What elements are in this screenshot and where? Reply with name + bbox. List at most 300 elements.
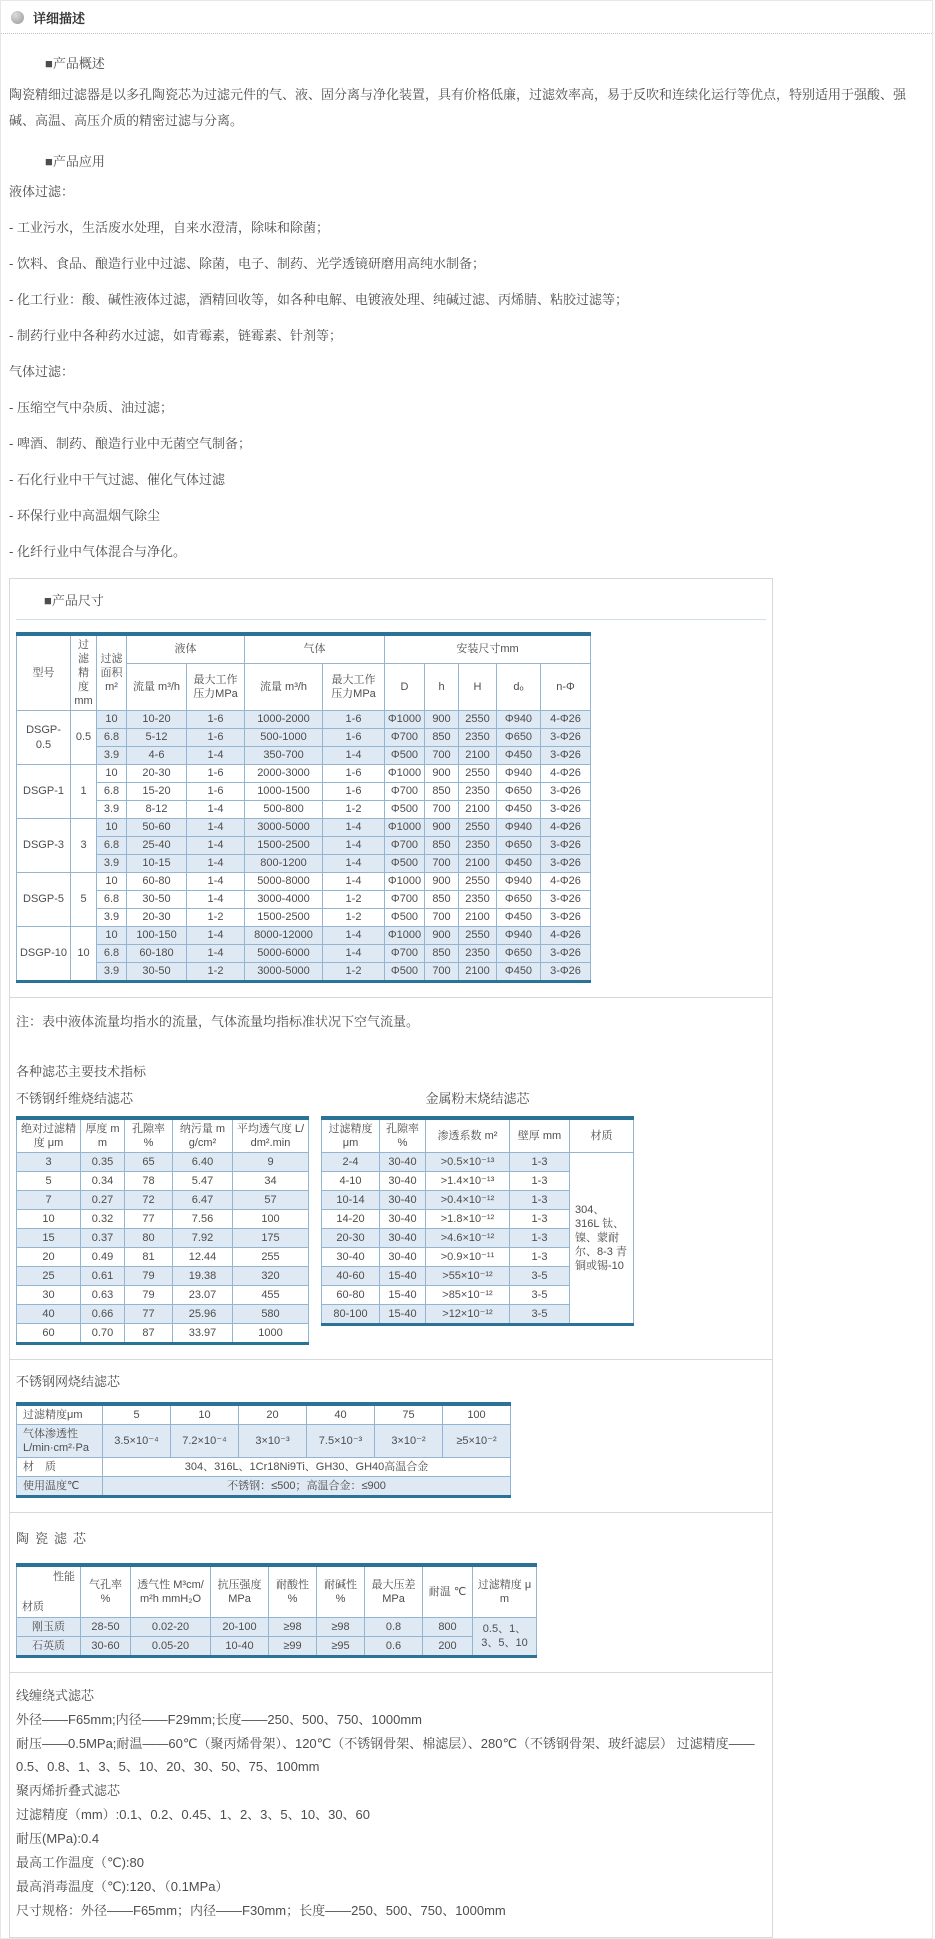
table-cell: 350-700: [245, 747, 323, 765]
table-cell: 60-80: [322, 1286, 380, 1305]
list-item: - 化纤行业中气体混合与净化。: [9, 544, 186, 559]
table-row: [17, 873, 591, 891]
table-cell: 3: [17, 1153, 81, 1172]
table-row: [17, 1404, 511, 1425]
table-cell: Φ650: [497, 729, 541, 747]
table-cell: 5: [17, 1172, 81, 1191]
spec-box: [9, 578, 773, 1938]
table-cell: 65: [125, 1153, 173, 1172]
table-cell: 0.27: [81, 1191, 125, 1210]
table-cell: 14-20: [322, 1210, 380, 1229]
list-item: - 化工行业：酸、碱性液体过滤，酒精回收等，如各种电解、电镀液处理、纯碱过滤、丙烯腈、粘胶过滤等；: [9, 292, 628, 307]
table-cell: 5: [103, 1404, 171, 1425]
table-row: [17, 1477, 511, 1497]
row-label-cell: 过滤精度μm: [17, 1404, 103, 1425]
table-cell: 0.35: [81, 1153, 125, 1172]
table-cell: 23.07: [173, 1286, 233, 1305]
table-cell: 不锈钢：≤500；高温合金：≤900: [103, 1477, 511, 1497]
table-cell: 2350: [459, 891, 497, 909]
table-cell: 3-Φ26: [541, 909, 591, 927]
col-permeability: 透气性 M³cm/m²h mmH₂O: [131, 1565, 211, 1617]
table-cell: Φ500: [385, 909, 425, 927]
table-cell: >85×10⁻¹²: [426, 1286, 510, 1305]
table-cell: 1-3: [510, 1248, 570, 1267]
list-item: 过滤精度（mm）:0.1、0.2、0.45、1、2、3、5、10、30、60: [16, 1806, 371, 1822]
col-liquid-pressure: 最大工作 压力MPa: [187, 663, 245, 710]
overview-paragraph: 陶瓷精细过滤器是以多孔陶瓷芯为过滤元件的气、液、固分离与净化装置，具有价格低廉，过滤效率高，易于反吹和连续化运行等优点，特别适用于强酸、强碱、高温、高压介质的精密过滤与分离。: [9, 87, 907, 128]
table-cell: 7.92: [173, 1229, 233, 1248]
table-cell: 6.8: [97, 729, 127, 747]
table-cell: 10: [97, 873, 127, 891]
table-cell: Φ1000: [385, 711, 425, 729]
table-cell: 30-40: [380, 1153, 426, 1172]
table-cell: 10: [171, 1404, 239, 1425]
table-cell: Φ1000: [385, 765, 425, 783]
table-cell: 15-40: [380, 1286, 426, 1305]
table-row: [17, 1617, 537, 1636]
table-cell: 3-Φ26: [541, 801, 591, 819]
table-cell: 1-3: [510, 1191, 570, 1210]
table-cell: 900: [425, 711, 459, 729]
overview-title: ■产品概述: [45, 56, 105, 71]
diagonal-header-cell: [17, 1565, 81, 1617]
table-cell: 79: [125, 1267, 173, 1286]
table-cell: 100: [233, 1210, 309, 1229]
table-cell: 1-4: [323, 747, 385, 765]
table-row: [17, 909, 591, 927]
table-cell: 2550: [459, 873, 497, 891]
col-filter-precision: 过滤精度 μm: [473, 1565, 537, 1617]
material-cell: 304、316L 钛、镍、蒙耐尔、8-3 青铜或锡-10: [570, 1153, 634, 1325]
table-cell: Φ450: [497, 747, 541, 765]
table-cell: 1-2: [323, 963, 385, 982]
list-item: - 石化行业中干气过滤、催化气体过滤: [9, 472, 225, 487]
table-cell: 77: [125, 1210, 173, 1229]
table-cell: 1-4: [323, 873, 385, 891]
table-cell: 0.6: [365, 1636, 423, 1656]
table-row: [17, 1425, 511, 1458]
list-item: 纳污量 mg/cm²: [173, 1118, 233, 1153]
table-cell: 2100: [459, 963, 497, 982]
table-cell: 0.34: [81, 1172, 125, 1191]
table-cell: 72: [125, 1191, 173, 1210]
list-item: 尺寸规格：外径——F65mm；内径——F30mm；长度——250、500、750、1000mm: [16, 1902, 506, 1918]
table-cell: Φ940: [497, 765, 541, 783]
table-row: [17, 819, 591, 837]
model-cell: DSGP-3: [17, 819, 71, 873]
table-cell: 3.9: [97, 909, 127, 927]
table-cell: 1-2: [323, 891, 385, 909]
table-cell: 30-40: [380, 1229, 426, 1248]
col-d0: dₒ: [497, 663, 541, 710]
table-cell: 25-40: [127, 837, 187, 855]
table-row: [17, 945, 591, 963]
table-cell: 1000: [233, 1324, 309, 1344]
table-cell: 1-3: [510, 1153, 570, 1172]
table-cell: 19.38: [173, 1267, 233, 1286]
row-label-cell: 气体渗透性 L/min·cm²·Pa: [17, 1425, 103, 1458]
table-cell: 5000-8000: [245, 873, 323, 891]
table-cell: 0.49: [81, 1248, 125, 1267]
table-cell: 60-180: [127, 945, 187, 963]
fiber-core-column: [16, 1088, 309, 1345]
table-cell: 78: [125, 1172, 173, 1191]
gas-filter-list: [9, 390, 924, 570]
table-cell: 20: [239, 1404, 307, 1425]
table-cell: 2550: [459, 765, 497, 783]
col-porosity: 气孔率 %: [81, 1565, 131, 1617]
table-row: [17, 1267, 309, 1286]
table-cell: 1-6: [187, 783, 245, 801]
table-row: [17, 1191, 309, 1210]
table-cell: 3000-5000: [245, 819, 323, 837]
list-item: - 环保行业中高温烟气除尘: [9, 508, 160, 523]
col-gas-flow: 流量 m³/h: [245, 663, 323, 710]
table-cell: >1.8×10⁻¹²: [426, 1210, 510, 1229]
table-cell: 15-20: [127, 783, 187, 801]
list-item: 最高工作温度（℃):80: [16, 1854, 145, 1870]
table-header-row: [17, 1565, 537, 1617]
table-cell: 30-60: [81, 1636, 131, 1656]
wound-core-title: 线缠绕式滤芯: [16, 1687, 95, 1703]
table-cell: 8-12: [127, 801, 187, 819]
table-cell: 3-Φ26: [541, 855, 591, 873]
table-cell: 15: [17, 1229, 81, 1248]
table-cell: 20: [17, 1248, 81, 1267]
table-cell: 3-Φ26: [541, 747, 591, 765]
table-cell: 40-60: [322, 1267, 380, 1286]
table-cell: 10-14: [322, 1191, 380, 1210]
table-row: [17, 1458, 511, 1477]
table-cell: 3×10⁻²: [375, 1425, 443, 1458]
table-cell: 0.8: [365, 1617, 423, 1636]
list-item: 外径——F65mm;内径——F29mm;长度——250、500、750、1000mm: [16, 1711, 422, 1727]
table-cell: 6.8: [97, 891, 127, 909]
table-cell: 6.8: [97, 783, 127, 801]
table-cell: Φ700: [385, 891, 425, 909]
table-cell: 33.97: [173, 1324, 233, 1344]
table-cell: 2350: [459, 837, 497, 855]
table-cell: 6.47: [173, 1191, 233, 1210]
list-item: 绝对过滤精度 μm: [17, 1118, 81, 1153]
table-row: [17, 747, 591, 765]
table-cell: 30-40: [322, 1248, 380, 1267]
table-cell: 30: [17, 1286, 81, 1305]
bullet-circle-icon: [11, 11, 24, 24]
table-cell: 10: [97, 765, 127, 783]
table-cell: 3-5: [510, 1267, 570, 1286]
table-cell: Φ500: [385, 747, 425, 765]
list-item: - 饮料、食品、酿造行业中过滤、除菌，电子、制药、光学透镜研磨用高纯水制备；: [9, 256, 485, 271]
table-cell: 4-Φ26: [541, 819, 591, 837]
table-cell: 10-15: [127, 855, 187, 873]
table-cell: 77: [125, 1305, 173, 1324]
table-cell: 1-6: [187, 765, 245, 783]
table-cell: 5.47: [173, 1172, 233, 1191]
table-cell: >55×10⁻¹²: [426, 1267, 510, 1286]
table-row: [322, 1153, 634, 1172]
table-cell: 1-3: [510, 1172, 570, 1191]
product-size-table: [16, 632, 591, 983]
table-row: [17, 729, 591, 747]
powder-core-table: [321, 1116, 634, 1326]
table-cell: 34: [233, 1172, 309, 1191]
table-cell: 3-Φ26: [541, 837, 591, 855]
table-cell: 10-40: [211, 1636, 269, 1656]
col-alkali-resistance: 耐碱性 %: [317, 1565, 365, 1617]
table-cell: 1-4: [323, 927, 385, 945]
table-cell: 10: [97, 927, 127, 945]
table-cell: 900: [425, 873, 459, 891]
ceramic-core-title: 陶瓷滤芯: [16, 1531, 93, 1546]
table-row: [17, 801, 591, 819]
table-cell: 2550: [459, 711, 497, 729]
table-cell: 6.8: [97, 945, 127, 963]
powder-core-title: 金属粉末烧结滤芯: [425, 1091, 530, 1106]
table-cell: ≥99: [269, 1636, 317, 1656]
table-cell: 255: [233, 1248, 309, 1267]
col-model: 型号: [17, 634, 71, 711]
table-cell: 0.05-20: [131, 1636, 211, 1656]
list-item: 孔隙率 %: [380, 1118, 426, 1153]
tech-indicators-title: 各种滤芯主要技术指标: [16, 1064, 147, 1079]
table-cell: 0.37: [81, 1229, 125, 1248]
table-cell: >0.9×10⁻¹¹: [426, 1248, 510, 1267]
table-cell: Φ450: [497, 801, 541, 819]
precision-cell: 5: [71, 873, 97, 927]
mesh-core-section: [10, 1359, 772, 1512]
table-cell: 1-3: [510, 1210, 570, 1229]
list-item: - 压缩空气中杂质、油过滤；: [9, 400, 173, 415]
table-cell: 7.5×10⁻³: [307, 1425, 375, 1458]
table-cell: 81: [125, 1248, 173, 1267]
table-cell: Φ1000: [385, 927, 425, 945]
table-cell: 1000-2000: [245, 711, 323, 729]
list-item: 过滤精度 μm: [322, 1118, 380, 1153]
table-cell: 800: [423, 1617, 473, 1636]
table-cell: ≥5×10⁻²: [443, 1425, 511, 1458]
row-label-cell: 材 质: [17, 1458, 103, 1477]
list-item: 厚度 mm: [81, 1118, 125, 1153]
col-h: h: [425, 663, 459, 710]
mesh-core-table: [16, 1402, 511, 1498]
table-cell: Φ1000: [385, 873, 425, 891]
table-cell: >0.5×10⁻¹³: [426, 1153, 510, 1172]
fiber-core-table: [16, 1116, 309, 1345]
table-cell: 1-4: [187, 945, 245, 963]
table-header-row: [17, 634, 591, 663]
list-item: 渗透系数 m²: [426, 1118, 510, 1153]
table-row: [17, 711, 591, 729]
table-cell: 1-4: [187, 801, 245, 819]
table-row: [17, 1210, 309, 1229]
table-cell: 1500-2500: [245, 837, 323, 855]
wound-core-section: [10, 1672, 772, 1937]
table-cell: 3×10⁻³: [239, 1425, 307, 1458]
precision-cell: 0.5: [71, 711, 97, 765]
divider: [16, 619, 766, 620]
table-row: [17, 927, 591, 945]
model-cell: DSGP-0.5: [17, 711, 71, 765]
table-cell: 1-2: [323, 909, 385, 927]
table-cell: 12.44: [173, 1248, 233, 1267]
table-row: [17, 963, 591, 982]
corner-label-performance: 性能: [53, 1571, 75, 1583]
table-cell: 25: [17, 1267, 81, 1286]
table-cell: Φ650: [497, 891, 541, 909]
table-cell: 1-4: [187, 819, 245, 837]
table-cell: 700: [425, 855, 459, 873]
table-row: [17, 891, 591, 909]
model-cell: DSGP-1: [17, 765, 71, 819]
col-group-install: 安装尺寸mm: [385, 634, 591, 663]
table-cell: 2350: [459, 729, 497, 747]
table-cell: Φ650: [497, 945, 541, 963]
col-H: H: [459, 663, 497, 710]
table-cell: 7.2×10⁻⁴: [171, 1425, 239, 1458]
table-note: 注：表中液体流量均指水的流量，气体流量均指标准状况下空气流量。: [16, 1014, 420, 1029]
table-cell: 700: [425, 801, 459, 819]
list-item: 耐压(MPa):0.4: [16, 1830, 100, 1846]
list-item: 耐压——0.5MPa;耐温——60℃（聚丙烯骨架）、120℃（不锈钢骨架、棉滤层）、280℃（不锈钢骨架、玻纤滤层） 过滤精度——0.5、0.8、1、3、5、10、20、30、50、75、100mm: [16, 1735, 755, 1774]
section-header: [1, 1, 932, 34]
application-title: ■产品应用: [45, 154, 105, 169]
col-group-gas: 气体: [245, 634, 385, 663]
list-item: - 制药行业中各种药水过滤，如青霉素，链霉素、针剂等；: [9, 328, 342, 343]
table-row: [17, 1153, 309, 1172]
table-cell: >4.6×10⁻¹²: [426, 1229, 510, 1248]
table-row: [17, 1229, 309, 1248]
table-cell: 1-6: [323, 783, 385, 801]
table-cell: 87: [125, 1324, 173, 1344]
table-cell: 2350: [459, 945, 497, 963]
wound-core-specs: [16, 1708, 766, 1778]
table-row: [17, 1172, 309, 1191]
table-cell: 900: [425, 927, 459, 945]
pp-core-specs: [16, 1803, 766, 1922]
table-cell: Φ500: [385, 855, 425, 873]
table-cell: 2100: [459, 747, 497, 765]
table-cell: >12×10⁻¹²: [426, 1305, 510, 1325]
table-cell: 320: [233, 1267, 309, 1286]
table-cell: 0.66: [81, 1305, 125, 1324]
table-row: [17, 1636, 537, 1656]
list-item: 最高消毒温度（℃):120、（0.1MPa）: [16, 1878, 229, 1894]
col-group-liquid: 液体: [127, 634, 245, 663]
table-row: [17, 837, 591, 855]
table-cell: >1.4×10⁻¹³: [426, 1172, 510, 1191]
table-cell: 900: [425, 819, 459, 837]
table-cell: Φ1000: [385, 819, 425, 837]
table-cell: 10: [97, 711, 127, 729]
table-cell: 0.32: [81, 1210, 125, 1229]
table-cell: ≥95: [317, 1636, 365, 1656]
table-cell: 79: [125, 1286, 173, 1305]
model-cell: DSGP-5: [17, 873, 71, 927]
table-cell: 1-2: [323, 801, 385, 819]
table-cell: Φ700: [385, 729, 425, 747]
table-cell: Φ700: [385, 837, 425, 855]
table-cell: Φ940: [497, 873, 541, 891]
list-item: - 工业污水，生活废水处理，自来水澄清，除味和除菌；: [9, 220, 329, 235]
table-cell: 800-1200: [245, 855, 323, 873]
table-cell: 9: [233, 1153, 309, 1172]
table-cell: 30-40: [380, 1248, 426, 1267]
table-cell: 2100: [459, 801, 497, 819]
table-cell: 1-2: [187, 963, 245, 982]
ceramic-core-table: [16, 1563, 537, 1658]
table-cell: 1-2: [187, 909, 245, 927]
table-cell: Φ940: [497, 711, 541, 729]
table-cell: 2000-3000: [245, 765, 323, 783]
product-size-title: ■产品尺寸: [44, 593, 104, 608]
table-cell: 500-800: [245, 801, 323, 819]
table-cell: 2350: [459, 783, 497, 801]
table-cell: 4-Φ26: [541, 927, 591, 945]
table-cell: 200: [423, 1636, 473, 1656]
table-cell: 20-30: [322, 1229, 380, 1248]
table-row: [17, 855, 591, 873]
table-cell: 1-4: [187, 891, 245, 909]
table-cell: 1-6: [187, 729, 245, 747]
table-cell: 10-20: [127, 711, 187, 729]
table-cell: 30-40: [380, 1172, 426, 1191]
table-cell: 175: [233, 1229, 309, 1248]
table-cell: 500-1000: [245, 729, 323, 747]
table-cell: 700: [425, 747, 459, 765]
table-cell: 1000-1500: [245, 783, 323, 801]
table-cell: 3000-5000: [245, 963, 323, 982]
table-cell: Φ500: [385, 963, 425, 982]
table-cell: 1-6: [187, 711, 245, 729]
powder-core-column: [321, 1088, 634, 1326]
table-cell: 4-Φ26: [541, 711, 591, 729]
table-cell: >0.4×10⁻¹²: [426, 1191, 510, 1210]
col-D: D: [385, 663, 425, 710]
liquid-filter-list: [9, 210, 924, 354]
ceramic-core-section: [10, 1512, 772, 1672]
table-cell: 28-50: [81, 1617, 131, 1636]
table-cell: 8000-12000: [245, 927, 323, 945]
table-cell: Φ940: [497, 819, 541, 837]
table-cell: 1-4: [187, 747, 245, 765]
precision-cell: 0.5、1、3、5、10: [473, 1617, 537, 1656]
table-cell: 3-Φ26: [541, 783, 591, 801]
table-row: [17, 783, 591, 801]
table-cell: 4-6: [127, 747, 187, 765]
table-cell: 100: [443, 1404, 511, 1425]
liquid-filter-title: 液体过滤：: [9, 184, 75, 199]
table-cell: 850: [425, 783, 459, 801]
content-area: [1, 34, 932, 1938]
table-cell: 80: [125, 1229, 173, 1248]
table-cell: 4-10: [322, 1172, 380, 1191]
gas-filter-title: 气体过滤：: [9, 364, 75, 379]
table-cell: 1-6: [323, 765, 385, 783]
table-cell: 1-4: [187, 837, 245, 855]
table-cell: 30-40: [380, 1210, 426, 1229]
table-cell: 2100: [459, 909, 497, 927]
table-header-row: [17, 1118, 309, 1153]
table-cell: 20-100: [211, 1617, 269, 1636]
table-cell: 50-60: [127, 819, 187, 837]
table-cell: Φ700: [385, 783, 425, 801]
table-cell: 700: [425, 963, 459, 982]
sintered-tables-row: [16, 1088, 766, 1345]
table-cell: 30-50: [127, 891, 187, 909]
table-cell: 1-4: [323, 837, 385, 855]
table-cell: 1-4: [323, 855, 385, 873]
